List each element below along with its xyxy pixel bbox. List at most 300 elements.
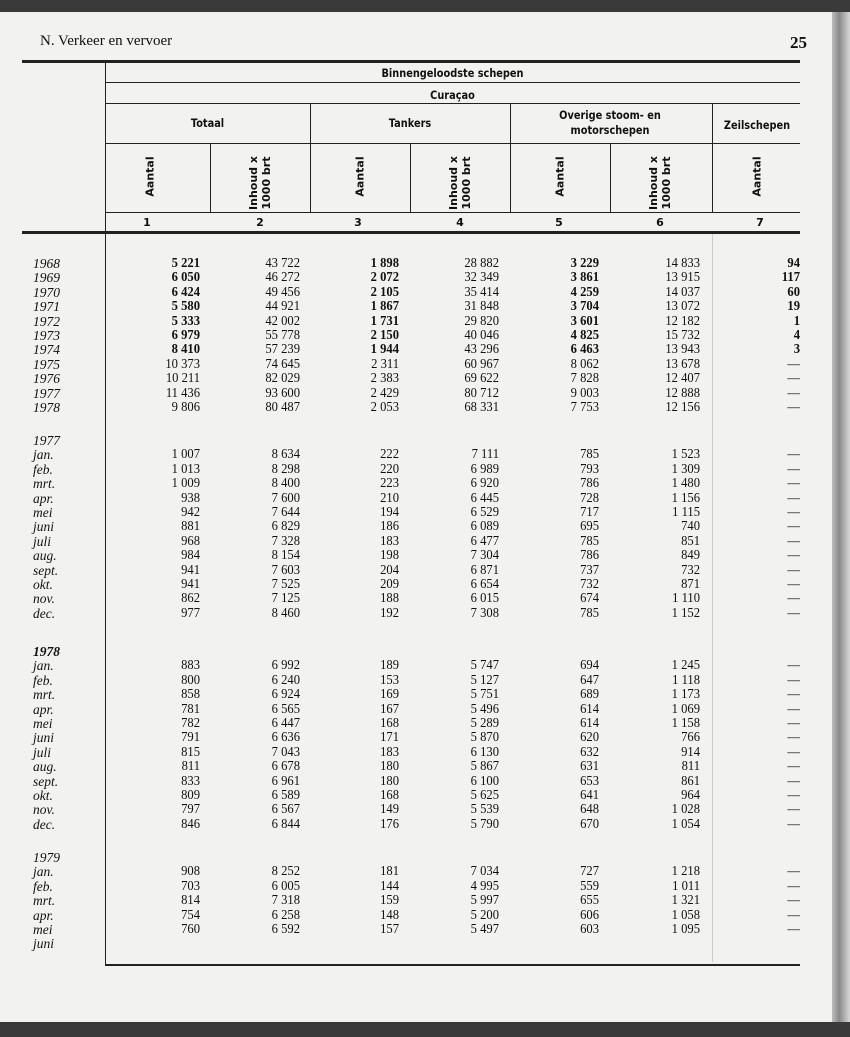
table-cell: 5 580 [171,299,200,315]
table-cell: 148 [380,907,399,923]
table-cell: 851 [681,533,700,549]
table-cell: 1 [793,313,800,329]
rule [105,212,800,213]
row-label: mrt. [33,476,56,492]
table-cell: 5 867 [470,759,499,775]
table-cell: 648 [580,802,599,818]
table-cell: 740 [681,519,700,535]
table-cell: 12 182 [665,313,700,329]
table-cell: — [787,490,800,506]
table-cell: 2 429 [370,385,399,401]
table-cell: 80 487 [265,400,300,415]
page-number: 25 [790,33,807,52]
table-cell: 2 311 [371,356,399,372]
table-cell: 209 [380,577,399,592]
table-cell: 3 601 [570,313,599,329]
table-cell: 6 589 [271,788,300,803]
table-cell: 6 829 [271,519,300,535]
table-cell: 74 645 [265,356,300,372]
table-cell: 44 921 [265,299,300,315]
table-cell: 1 110 [672,591,700,607]
row-label: 1978 [33,400,60,415]
row-label: juli [33,744,52,760]
subheader-inhoud: Inhoud x 1000 brt [447,156,473,210]
table-cell: 800 [181,672,200,688]
table-cell: 169 [380,687,399,703]
table-cell: 189 [380,658,399,674]
table-cell: 1 054 [671,816,700,832]
table-cell: 614 [580,701,599,717]
table-cell: 13 943 [665,342,700,358]
row-label: juni [33,936,55,952]
table-cell: 5 200 [470,907,499,923]
row-label: okt. [33,788,53,803]
section-heading: 1979 [33,850,60,865]
table-cell: — [787,476,800,492]
table-cell: 883 [181,658,200,674]
table-cell: 31 848 [464,299,499,315]
table-cell: 180 [380,773,399,789]
table-cell: 6 654 [470,577,499,592]
table-cell: — [787,371,800,387]
table-cell: 186 [380,519,399,535]
table-cell: 8 154 [271,548,300,564]
table-cell: 5 870 [470,730,499,746]
table-cell: 1 152 [671,605,700,621]
bottom-rule [105,964,800,966]
table-cell: 614 [580,716,599,731]
table-cell: 858 [181,687,200,703]
subheader-aantal: Aantal [143,156,157,197]
table-cell: 1 009 [171,476,200,492]
table-cell: 181 [380,864,399,880]
top-rule [22,60,800,63]
table-cell: 222 [380,447,399,463]
row-label: 1973 [33,328,60,343]
table-cell: 1 480 [671,476,700,492]
table-cell: 6 992 [271,658,300,674]
table-cell: 9 806 [171,400,200,415]
table-cell: 6 240 [271,672,300,688]
table-cell: 717 [580,505,599,520]
table-cell: — [787,759,800,775]
table-cell: 192 [380,605,399,621]
table-cell: 941 [181,562,200,578]
table-cell: 8 410 [171,342,200,358]
table-cell: 968 [181,533,200,549]
table-cell: 1 118 [672,672,700,688]
table-cell: — [787,548,800,564]
table-cell: 12 888 [665,385,700,401]
table-cell: 1 321 [671,893,700,909]
table-cell: 6 258 [271,907,300,923]
table-cell: — [787,562,800,578]
table-cell: 6 424 [171,284,200,300]
table-title: Binnengeloodste schepen [381,66,524,80]
table-cell: 606 [580,907,599,923]
table-cell: 3 704 [570,299,599,315]
table-cell: 7 043 [271,744,300,760]
table-cell: 9 003 [570,385,599,401]
table-cell: 1 058 [671,907,700,923]
group-zeilschepen: Zeilschepen [723,118,791,132]
table-cell: 653 [580,773,599,789]
table-cell: 793 [580,461,599,477]
row-label: 1968 [33,256,60,271]
table-cell: 6 100 [470,773,499,789]
table-cell: 732 [681,562,700,578]
table-cell: — [787,533,800,549]
header-bottom-rule [22,231,800,234]
rule [712,232,713,962]
row-label: feb. [33,878,53,894]
table-cell: 5 127 [470,672,499,688]
table-cell: — [787,716,800,731]
row-label: 1969 [33,270,60,286]
table-cell: 694 [580,658,599,674]
row-label: apr. [33,490,54,506]
table-cell: 785 [580,533,599,549]
table-cell: 1 095 [671,922,700,937]
table-cell: 674 [580,591,599,607]
table-cell: 641 [580,788,599,803]
table-cell: 6 871 [470,562,499,578]
table-cell: 6 477 [470,533,499,549]
table-cell: 861 [681,773,700,789]
table-cell: 1 523 [671,447,700,463]
table-cell: 7 753 [570,400,599,415]
group-tankers: Tankers [388,116,432,130]
table-cell: 914 [681,744,700,760]
table-cell: 198 [380,548,399,564]
table-cell: 881 [181,519,200,535]
row-label: okt. [33,577,53,592]
row-label: mrt. [33,687,56,703]
subheader-inhoud: Inhoud x 1000 brt [247,156,273,210]
table-cell: 57 239 [265,342,300,358]
table-cell: 5 751 [470,687,499,703]
table-cell: 6 844 [271,816,300,832]
table-cell: 183 [380,744,399,760]
table-cell: 689 [580,687,599,703]
table-cell: — [787,461,800,477]
table-cell: 188 [380,591,399,607]
table-cell: 6 678 [271,759,300,775]
rule [712,103,713,213]
table-cell: — [787,356,800,372]
column-number: 1 [143,216,151,229]
row-label: 1976 [33,371,60,387]
row-label: 1972 [33,313,60,329]
table-cell: 68 331 [464,400,499,415]
table-cell: 42 002 [265,313,300,329]
table-cell: 10 373 [165,356,200,372]
row-label: juni [33,519,55,535]
table-cell: 5 747 [470,658,499,674]
table-cell: 737 [580,562,599,578]
table-cell: — [787,788,800,803]
table-cell: 2 383 [370,371,399,387]
table-cell: 60 967 [464,356,499,372]
table-cell: 647 [580,672,599,688]
table-cell: 5 790 [470,816,499,832]
table-cell: 28 882 [464,256,499,271]
table-cell: 6 050 [171,270,200,286]
table-cell: 6 089 [470,519,499,535]
table-cell: 7 828 [570,371,599,387]
table-cell: 6 529 [470,505,499,520]
table-cell: 4 [793,328,800,343]
table-cell: 655 [580,893,599,909]
table-cell: 703 [181,878,200,894]
table-cell: 3 [793,342,800,358]
table-cell: 964 [681,788,700,803]
table-cell: 7 308 [470,605,499,621]
table-cell: — [787,730,800,746]
rule [510,103,511,213]
table-cell: 8 062 [570,356,599,372]
table-cell: 12 407 [665,371,700,387]
table-cell: 7 525 [271,577,300,592]
table-cell: 782 [181,716,200,731]
table-cell: 695 [580,519,599,535]
row-label: feb. [33,461,53,477]
row-label: juni [33,730,55,746]
table-cell: 32 349 [464,270,499,286]
table-cell: 846 [181,816,200,832]
subheader-inhoud: Inhoud x 1000 brt [647,156,673,210]
row-label: jan. [33,864,54,880]
row-label: sept. [33,773,59,789]
table-cell: 4 259 [570,284,599,300]
table-cell: 786 [580,476,599,492]
column-number: 7 [756,216,764,229]
column-number: 3 [354,216,362,229]
row-label: sept. [33,562,59,578]
label-column-rule [105,60,106,965]
table-cell: 785 [580,447,599,463]
table-cell: 204 [380,562,399,578]
row-label: 1970 [33,284,60,300]
table-cell: 171 [380,730,399,746]
table-cell: 670 [580,816,599,832]
table-cell: 6 979 [171,328,200,343]
table-cell: 2 105 [370,284,399,300]
table-cell: 1 245 [671,658,700,674]
row-label: 1975 [33,356,60,372]
table-cell: 1 898 [370,256,399,271]
table-cell: 849 [681,548,700,564]
table-cell: 1 309 [671,461,700,477]
table-cell: 46 272 [265,270,300,286]
table-cell: — [787,447,800,463]
table-cell: 1 007 [171,447,200,463]
table-cell: 14 833 [665,256,700,271]
table-cell: 2 072 [370,270,399,286]
table-cell: 5 496 [470,701,499,717]
table-cell: 13 678 [665,356,700,372]
table-cell: — [787,816,800,832]
table-cell: 1 115 [672,505,700,520]
section-heading: 1977 [33,433,60,448]
table-cell: 60 [787,284,800,300]
table-subtitle: Curaçao [430,88,475,102]
table-cell: — [787,591,800,607]
table-cell: 7 644 [271,505,300,520]
column-number: 4 [456,216,464,229]
table-cell: 3 229 [570,256,599,271]
table-cell: — [787,519,800,535]
table-cell: 1 944 [370,342,399,358]
row-label: 1977 [33,385,60,401]
table-cell: 7 034 [470,864,499,880]
table-cell: 1 218 [671,864,700,880]
table-cell: 6 636 [271,730,300,746]
row-label: apr. [33,907,54,923]
table-cell: — [787,400,800,415]
table-cell: 1 069 [671,701,700,717]
table-cell: 6 463 [570,342,599,358]
table-cell: 2 053 [370,400,399,415]
row-label: aug. [33,759,57,775]
table-cell: 10 211 [165,371,200,387]
group-overige: Overige stoom- en motorschepen [559,108,661,137]
table-cell: 7 125 [271,591,300,607]
table-cell: 43 722 [265,256,300,271]
table-cell: — [787,744,800,760]
table-cell: 1 731 [370,313,399,329]
table-cell: 4 995 [470,878,499,894]
table-cell: 760 [181,922,200,937]
row-label: mei [33,716,53,731]
table-cell: 14 037 [665,284,700,300]
table-cell: 766 [681,730,700,746]
table-cell: 35 414 [464,284,499,300]
table-cell: 5 289 [470,716,499,731]
table-cell: 727 [580,864,599,880]
table-cell: 6 592 [271,922,300,937]
table-cell: 29 820 [464,313,499,329]
table-cell: — [787,658,800,674]
rule [410,143,411,213]
row-label: 1974 [33,342,60,358]
column-number: 5 [555,216,563,229]
table-cell: 1 156 [671,490,700,506]
page-edge [832,12,850,1022]
table-cell: 781 [181,701,200,717]
table-cell: 19 [787,299,800,315]
table-cell: — [787,577,800,592]
table-cell: 631 [580,759,599,775]
table-cell: 6 989 [470,461,499,477]
table-cell: 8 400 [271,476,300,492]
table-cell: 984 [181,548,200,564]
table-cell: 785 [580,605,599,621]
table-cell: 8 460 [271,605,300,621]
subheader-aantal: Aantal [750,156,764,197]
row-label: aug. [33,548,57,564]
table-cell: — [787,802,800,818]
table-cell: 183 [380,533,399,549]
table-cell: 168 [380,788,399,803]
table-cell: 632 [580,744,599,760]
table-cell: 43 296 [464,342,499,358]
table-cell: 8 252 [271,864,300,880]
table-cell: 7 603 [271,562,300,578]
table-cell: 5 625 [470,788,499,803]
table-cell: — [787,922,800,937]
table-cell: 5 221 [171,256,200,271]
table-cell: 8 634 [271,447,300,463]
table-cell: 620 [580,730,599,746]
row-label: nov. [33,591,55,607]
column-number: 2 [256,216,264,229]
table-cell: 728 [580,490,599,506]
row-label: juli [33,533,52,549]
table-cell: 4 825 [570,328,599,343]
table-cell: 871 [681,577,700,592]
table-cell: 811 [181,759,200,775]
table-cell: 811 [681,759,700,775]
table-cell: 13 072 [665,299,700,315]
column-number: 6 [656,216,664,229]
row-label: mrt. [33,893,56,909]
table-cell: 6 015 [470,591,499,607]
table-cell: 180 [380,759,399,775]
table-cell: 7 318 [271,893,300,909]
table-cell: 7 111 [471,447,499,463]
table-cell: 559 [580,878,599,894]
table-cell: 144 [380,878,399,894]
table-cell: 11 436 [165,385,200,401]
table-cell: 5 539 [470,802,499,818]
table-cell: 938 [181,490,200,506]
table-cell: 5 997 [470,893,499,909]
table-cell: 941 [181,577,200,592]
table-cell: 15 732 [665,328,700,343]
table-cell: 80 712 [464,385,499,401]
subheader-aantal: Aantal [353,156,367,197]
table-cell: 167 [380,701,399,717]
table-cell: 977 [181,605,200,621]
row-label: nov. [33,802,55,818]
table-cell: — [787,907,800,923]
row-label: jan. [33,658,54,674]
table-cell: — [787,687,800,703]
section-heading: 1978 [33,644,60,659]
table-cell: 833 [181,773,200,789]
table-cell: 1 011 [672,878,700,894]
table-cell: 1 867 [370,299,399,315]
table-cell: 6 924 [271,687,300,703]
table-cell: 168 [380,716,399,731]
table-cell: 6 920 [470,476,499,492]
table-cell: 791 [181,730,200,746]
table-cell: 49 456 [265,284,300,300]
row-label: 1971 [33,299,60,315]
table-cell: 223 [380,476,399,492]
table-cell: 117 [781,270,800,286]
table-cell: 5 497 [470,922,499,937]
table-cell: 862 [181,591,200,607]
subheader-aantal: Aantal [553,156,567,197]
table-cell: 13 915 [665,270,700,286]
table-cell: 6 961 [271,773,300,789]
table-cell: 7 600 [271,490,300,506]
rule [105,103,800,104]
table-cell: 153 [380,672,399,688]
section-title: N. Verkeer en vervoer [40,33,173,49]
